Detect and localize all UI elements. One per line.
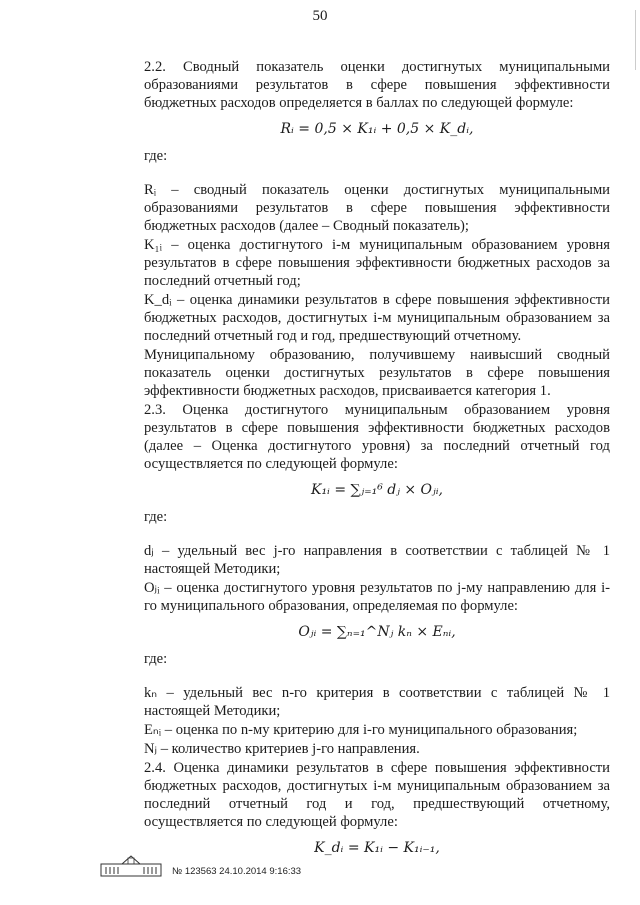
formula-k1i: K₁ᵢ = ∑ⱼ₌₁⁶ dⱼ × Oⱼᵢ, xyxy=(310,482,443,498)
definition-kn: kₙ – удельный вес n-го критерия в соответствии с таблицей № 1 настоящей Методики; xyxy=(144,685,610,719)
definition-oji: Oⱼᵢ – оценка достигнутого уровня результатов по j-му направлению для i-го муниципального образования, определяемая по формуле: xyxy=(144,580,610,614)
document-registry-number: № 123563 24.10.2014 9:16:33 xyxy=(172,866,302,877)
page-number: 50 xyxy=(312,8,328,24)
paragraph-2-4: 2.4. Оценка динамики результатов в сфере повышения эффективности бюджетных расходов, достигнутых i-м муниципальным образованием за последний отчетный год и год, предшествующий отчетному, осуществляется по следующей формуле: xyxy=(144,760,610,830)
definition-nj: Nⱼ – количество критериев j-го направления. xyxy=(144,741,420,757)
scan-edge-line xyxy=(635,10,636,70)
definition-kdi: K_dᵢ – оценка динамики результатов в сфере повышения эффективности бюджетных расходов, достигнутых i-м муниципальным образованием за последний отчетный год и год, предшествующий отчетному. xyxy=(144,292,610,344)
definition-eni: Eₙᵢ – оценка по n-му критерию для i-го муниципального образования; xyxy=(144,722,578,738)
formula-kdi: K_dᵢ = K₁ᵢ − K₁ᵢ₋₁, xyxy=(314,840,440,856)
paragraph-2-2: 2.2. Сводный показатель оценки достигнутых муниципальными образованиями результатов в сфере повышения эффективности бюджетных расходов определяется в баллах по следующей формуле: xyxy=(144,59,610,111)
document-body xyxy=(144,58,610,866)
where-label: где: xyxy=(144,509,168,525)
where-label: где: xyxy=(144,651,168,667)
definition-ri: Rᵢ – сводный показатель оценки достигнутых муниципальными образованиями результатов в сфере повышения эффективности бюджетных расходов (далее – Сводный показатель); xyxy=(144,182,610,234)
paragraph-category: Муниципальному образованию, получившему наивысший сводный показатель оценки достигнутых результатов в сфере повышения эффективности бюджетных расходов, присваивается категория 1. xyxy=(144,347,610,399)
paragraph-2-3: 2.3. Оценка достигнутого муниципальным образованием уровня результатов в сфере повышения эффективности бюджетных расходов (далее – Оценка достигнутого уровня) за последний отчетный год осуществляется по следующей формуле: xyxy=(144,402,610,472)
where-label: где: xyxy=(144,148,168,164)
formula-ri: Rᵢ = 0,5 × K₁ᵢ + 0,5 × K_dᵢ, xyxy=(280,121,474,137)
definition-k1i: K₁ᵢ – оценка достигнутого i-м муниципальным образованием уровня результатов в сфере повышения эффективности бюджетных расходов за последний отчетный год; xyxy=(144,237,610,289)
formula-oji: Oⱼᵢ = ∑ₙ₌₁^Nⱼ kₙ × Eₙᵢ, xyxy=(298,624,456,640)
definition-dj: dⱼ – удельный вес j-го направления в соответствии с таблицей № 1 настоящей Методики; xyxy=(144,543,610,577)
registry-stamp-icon xyxy=(100,852,162,878)
